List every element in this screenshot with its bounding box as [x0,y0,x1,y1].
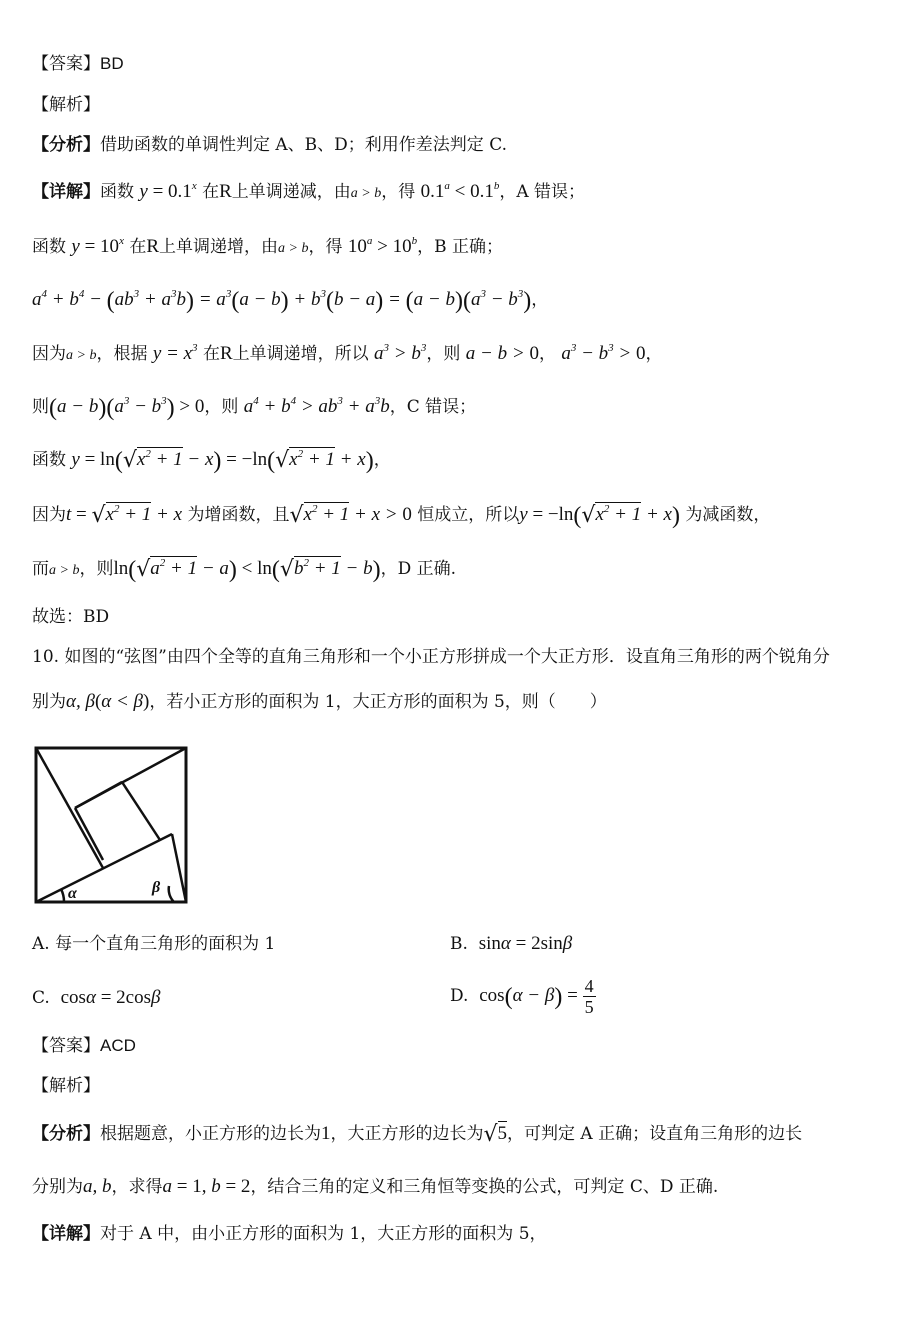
beta-label: β [152,879,161,896]
q9-detail-line-7: 因为$t = √x^2 + 1 + x$ 为增函数，且$√x^2 + 1 + x > 0$ 恒成立，所以$y = -\ln(√x^2 + 1 + x)$ 为减函数， [32,503,771,529]
alpha-label: α [68,885,77,902]
text: 函数 [32,450,66,470]
text: ，大正方形的边长为 [330,1124,484,1144]
alpha-arc [61,889,64,902]
q9-analysis-label: 【解析】 [32,95,100,115]
answer-value: ACD [100,1036,136,1055]
text: 则 [32,397,49,417]
triangle-edge [172,834,186,902]
small-square-edge [75,782,122,808]
xian-diagram-figure [34,746,188,906]
text: 恒成立，所以 [417,505,520,525]
q10-detail-line [32,1222,547,1246]
text: 上单调递增，所以 [232,344,369,364]
text: 为减函数， [685,505,771,525]
text: ，得 [381,182,416,202]
fenxi-text: 借助函数的单调性判定 A、B、D；利用作差法判定 C. [100,135,508,155]
q9-detail-line-6: 函数 $y = \ln(√x^2 + 1 - x) = -\ln(√x^2 + 1 + x)$， [32,448,391,474]
text: 在 [202,344,220,364]
text: ，得 [308,237,343,257]
q9-detail-line-5: 则$(a - b)(a^3 - b^3) > 0$，则 $a^4 + b^4 > ab^3 + a^3b$，C 错误； [32,395,477,421]
q10-answer-line [32,1034,136,1058]
option-c: C. cosα = 2cosβ [32,987,161,1008]
answer-label: 【答案】 [32,1036,100,1056]
text: R [219,343,233,364]
text: 上单调递减，由 [231,182,351,202]
answer-label: 【答案】 [32,54,100,74]
option-label: C. [32,988,50,1008]
text: 因为 [32,505,66,525]
text: 上单调递增，由 [159,237,279,257]
text: ，B 正确； [417,237,504,257]
text: ，则 [426,344,461,364]
text: ，D 正确. [380,559,457,579]
option-d: D. cos(α − β) = $\frac{4}{5}$ [450,976,594,1017]
text: 对于 A 中，由小正方形的面积为 1，大正方形的面积为 5， [100,1224,547,1244]
triangle-edge [36,748,103,868]
detail-label: 【详解】 [32,182,100,202]
q9-detail-line-8: 而a > b，则$\ln(√a^2 + 1 - a) < \ln(√b^2 + 1 - b)$，D 正确. [32,557,457,583]
fenxi-label: 【分析】 [32,1124,100,1144]
beta-arc [169,886,174,902]
q10-fenxi-line-2: 分别为a, b，求得a = 1, b = 2，结合三角的定义和三角恒等变换的公式，可判定 C、D 正确. [32,1176,719,1197]
text: ，C 错误； [389,397,477,417]
small-square-edge [75,808,103,860]
option-a: A. 每一个直角三角形的面积为 1 [32,934,276,954]
triangle-edge [122,782,160,840]
text: ，则 [204,397,239,417]
text: ，根据 [96,344,148,364]
q10-stem-line-2: 别为α, β(α < β)，若小正方形的面积为 1，大正方形的面积为 5，则（ ） [32,691,607,712]
text: 函数 [32,237,66,257]
text: ，若小正方形的面积为 1，大正方形的面积为 5，则（ ） [149,692,607,712]
q9-detail-line-4: 因为a > b，根据 $y = x^3$ 在R上单调递增，所以 $a^3 > b^3$，则 a − b > 0， $a^3 - b^3 > 0$， [32,342,663,364]
q9-detail-line-2: 函数 $y = 10^x$ 在R上单调递增，由a > b，得 $10^a > 10^b$，B 正确； [32,235,504,257]
q9-detail-line-1: 【详解】函数 $y = 0.1^x$ 在R上单调递减，由a > b，得 0.1$^a$ < 0.1$^b$，A 错误； [32,180,586,202]
text: 函数 [100,182,134,202]
q9-detail-line-3: $a^4 + b^4 - (ab^3 + a^3b) = a^3(a - b) + b^3(b - a) = (a - b)(a^3 - b^3)$， [32,288,549,314]
text: 因为 [32,344,66,364]
text: 在 [202,182,220,202]
text: 别为 [32,692,66,712]
option-label: B. [450,934,468,954]
text: ，求得 [111,1177,163,1197]
option-label: D. [450,986,469,1006]
answer-value: BD [100,54,124,73]
text: 分别为 [32,1177,83,1197]
text: ，则 [79,559,114,579]
text: ，A 错误； [499,182,586,202]
text: ，结合三角的定义和三角恒等变换的公式，可判定 C、D 正确. [250,1177,719,1197]
text: 为增函数，且 [187,505,290,525]
text: ，可判定 A 正确；设直角三角形的边长 [507,1124,803,1144]
outer-square [36,748,186,902]
q9-choice: 故选：BD [32,607,110,627]
q9-answer-line [32,52,124,76]
q9-fenxi-line [32,133,507,157]
q10-analysis-label: 【解析】 [32,1076,100,1096]
fenxi-label: 【分析】 [32,135,100,155]
text: 根据题意，小正方形的边长为 [100,1124,321,1144]
text: 而 [32,559,49,579]
text: R [146,236,160,257]
text: 在 [129,237,147,257]
q10-fenxi-line-1: 【分析】根据题意，小正方形的边长为1，大正方形的边长为√5，可判定 A 正确；设直角三角形的边长 [32,1122,803,1147]
detail-label: 【详解】 [32,1224,100,1244]
q10-stem-line-1: 10. 如图的“弦图”由四个全等的直角三角形和一个小正方形拼成一个大正方形．设直角三角形的两个锐角分 [32,647,830,667]
text: R [219,181,232,202]
option-b: B. sinα = 2sinβ [450,933,573,954]
